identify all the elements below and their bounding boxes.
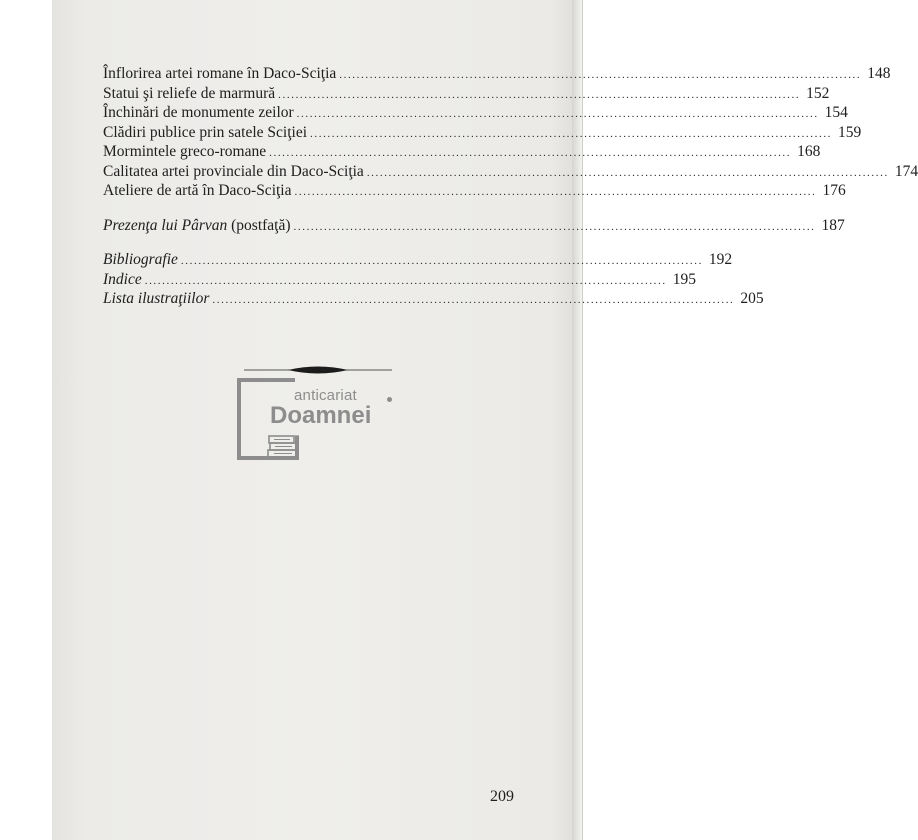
toc-entry-title: Indice <box>103 270 142 288</box>
toc-entry <box>103 250 733 270</box>
toc-entry-page: 148 <box>867 65 891 82</box>
toc-entry <box>103 270 696 290</box>
toc-entry <box>103 123 862 143</box>
postface-title-italic: Prezenţa lui Pârvan <box>103 216 228 234</box>
toc-entry-title: Înflorirea artei romane în Daco-Sciţia <box>103 65 337 82</box>
books-icon <box>266 430 300 460</box>
watermark-logo <box>236 377 396 463</box>
watermark-dot <box>387 397 392 402</box>
toc-entry-title: Clădiri publice prin satele Sciţiei <box>103 123 308 141</box>
toc-entry-title: Mormintele greco-romane <box>103 143 267 160</box>
toc-entry-title: Calitatea artei provinciale din Daco-Sciţia <box>103 162 364 180</box>
watermark-big-text: Doamnei <box>270 402 372 429</box>
toc-entry-title: Închinări de monumente zeilor <box>103 104 294 121</box>
toc-entry <box>103 84 830 104</box>
dot-leader: ........................................................................................................................ <box>269 147 792 159</box>
dot-leader: ........................................................................................................................ <box>339 69 862 81</box>
toc-entry <box>103 103 848 123</box>
toc-entry-page: 192 <box>708 251 733 268</box>
toc-entry <box>103 64 891 84</box>
toc-entry-page: 168 <box>797 143 821 160</box>
dot-leader: ........................................................................................................................ <box>293 220 816 233</box>
toc-entry-title: Statui şi reliefe de marmură <box>103 84 276 102</box>
dot-leader: ........................................................................................................................ <box>296 108 819 120</box>
toc-entry-title: Lista ilustraţiilor <box>103 290 210 307</box>
toc-entry-page: 205 <box>740 290 764 307</box>
dot-leader: ........................................................................................................................ <box>294 186 817 198</box>
watermark-small-text: anticariat <box>294 387 357 404</box>
dot-leader: ........................................................................................................................ <box>180 255 703 267</box>
toc-entry <box>103 181 846 201</box>
toc-entry-page: 174 <box>894 162 918 180</box>
toc-entry-title: Bibliografie <box>103 251 178 268</box>
dot-leader: ........................................................................................................................ <box>278 88 801 101</box>
dot-leader: ........................................................................................................................ <box>144 274 667 287</box>
section-gap <box>103 201 515 216</box>
dot-leader: ........................................................................................................................ <box>310 127 833 140</box>
toc-entry-page: 195 <box>672 270 696 288</box>
toc-entry-page: 152 <box>806 84 830 102</box>
toc-entry-postface <box>103 216 845 236</box>
toc-entry <box>103 289 764 309</box>
toc-entry-page: 187 <box>821 216 845 234</box>
toc-entry-page: 154 <box>824 104 848 121</box>
toc-entry <box>103 162 918 182</box>
toc-entry <box>103 142 821 162</box>
section-gap <box>103 235 515 250</box>
table-of-contents <box>103 64 918 309</box>
page-number: 209 <box>490 788 514 805</box>
end-ornament-divider <box>244 364 392 376</box>
postface-title-rest: (postfaţă) <box>227 216 291 234</box>
toc-entry-page: 176 <box>822 182 846 199</box>
dot-leader: ........................................................................................................................ <box>366 166 889 179</box>
dot-leader: ........................................................................................................................ <box>212 294 735 306</box>
toc-entry-title <box>103 216 291 236</box>
toc-entry-page: 159 <box>838 123 862 141</box>
toc-entry-title: Ateliere de artă în Daco-Sciţia <box>103 182 292 199</box>
